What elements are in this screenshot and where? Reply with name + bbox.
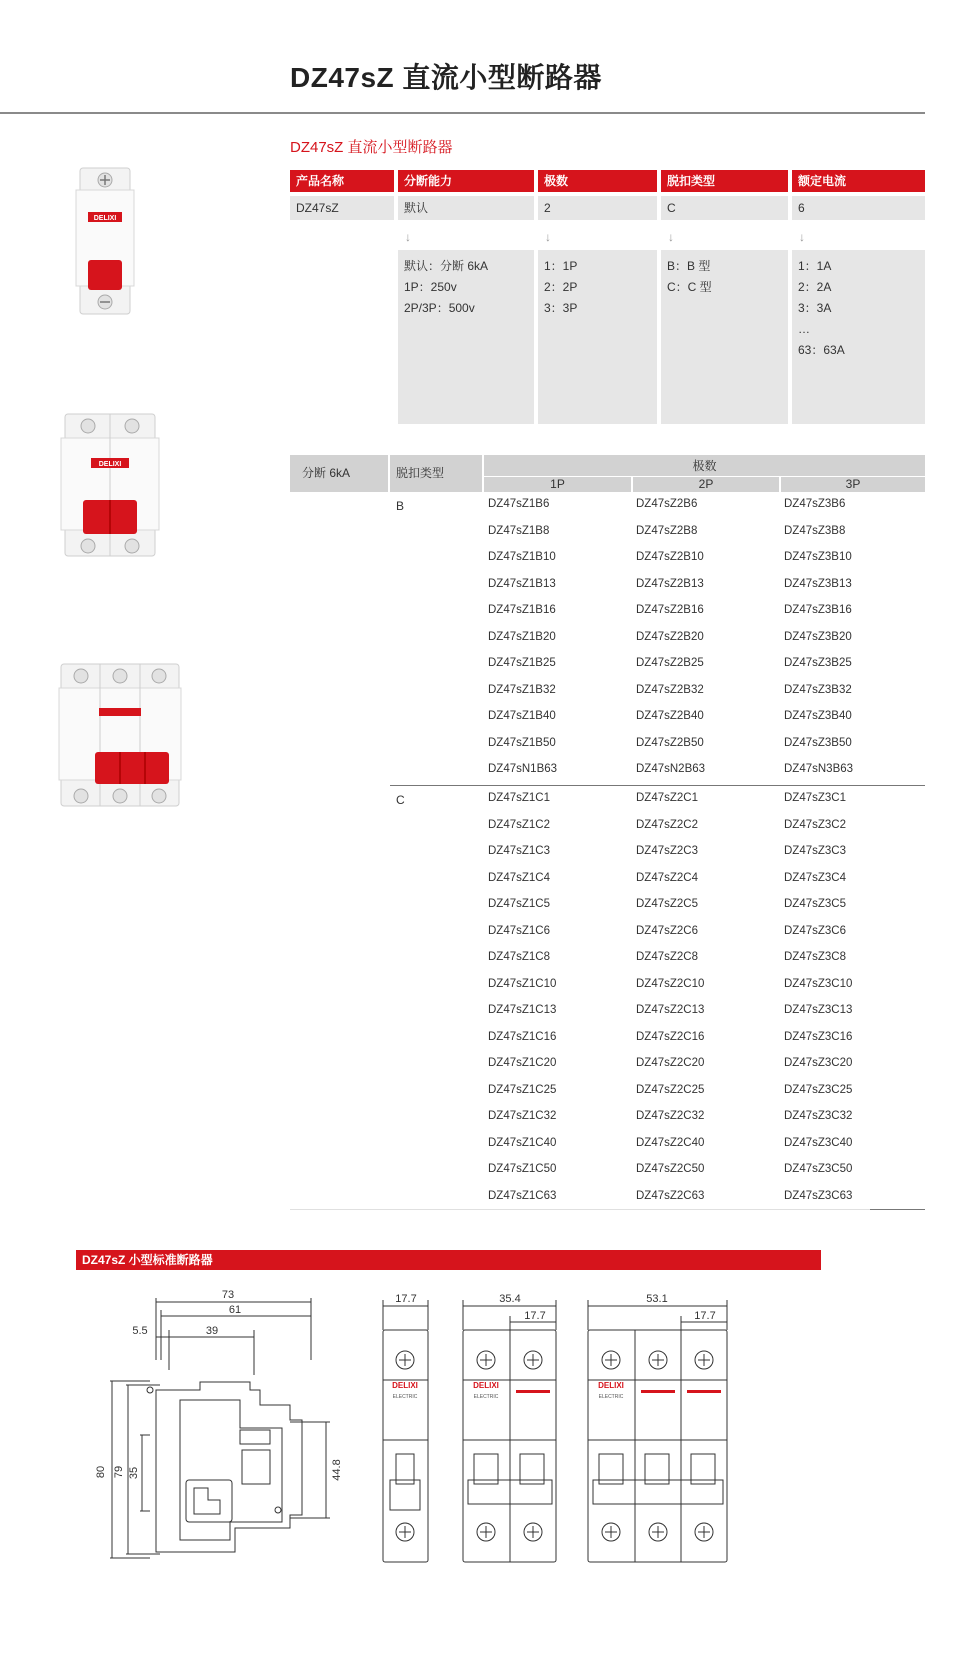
code-value-trip: C [661,196,788,220]
model-code-cell: DZ47sZ1C50 [488,1163,557,1175]
model-code-cell: DZ47sZ3C4 [784,871,846,884]
model-code-cell: DZ47sN3B63 [784,763,854,775]
code-header-poles: 极数 [538,170,657,192]
sel-header-breaking: 分断 6kA [290,455,388,492]
title-divider [0,112,925,114]
dim-height-44-8: 44.8 [331,1459,343,1481]
model-code-cell: DZ47sZ3B6 [784,498,846,510]
model-code-cell: DZ47sZ2B8 [636,524,698,537]
model-column-3p [784,785,852,1209]
dim-front-3p-pole: 17.7 [694,1310,716,1322]
product-image-3p [55,660,185,810]
model-code-cell: DZ47sZ1C3 [488,845,550,857]
sel-header-3p: 3P [780,477,925,492]
model-code-cell: DZ47sZ3C10 [784,977,853,990]
model-code-cell: DZ47sZ1C40 [488,1136,557,1149]
model-code-cell: DZ47sZ2C20 [636,1057,705,1069]
model-code-cell: DZ47sZ3C2 [784,818,846,831]
model-code-cell: DZ47sZ3C32 [784,1110,853,1122]
group-label-c: C [396,793,405,807]
code-desc-breaking: 默认：分断 6kA 1P：250v 2P/3P：500v [398,250,534,424]
model-column-1p [488,785,556,1209]
model-code-cell: DZ47sZ3B50 [784,736,852,749]
model-code-cell: DZ47sZ3B20 [784,630,852,643]
model-code-cell: DZ47sZ2B6 [636,498,698,510]
model-code-cell: DZ47sZ2C40 [636,1136,705,1149]
model-code-cell: DZ47sZ2B32 [636,683,704,696]
code-value-name: DZ47sZ [290,196,394,220]
brand-logo-1p: DELIXI [93,215,117,222]
model-code-cell: DZ47sZ3B16 [784,604,852,616]
model-code-cell: DZ47sZ2C63 [636,1189,705,1202]
code-header-name: 产品名称 [290,170,394,192]
model-code-cell: DZ47sZ3C1 [784,792,846,804]
model-code-cell: DZ47sZ2B10 [636,551,704,563]
model-code-cell: DZ47sZ3C5 [784,898,846,910]
model-code-cell: DZ47sZ1C20 [488,1057,557,1069]
model-code-cell: DZ47sZ2C13 [636,1004,705,1016]
model-code-cell: DZ47sZ1B6 [488,498,550,510]
model-code-cell: DZ47sZ3C8 [784,951,846,963]
model-code-cell: DZ47sZ1C8 [488,951,550,963]
model-code-cell: DZ47sN2B63 [636,763,706,775]
model-code-cell: DZ47sZ3C25 [784,1083,853,1096]
model-code-cell: DZ47sZ1B32 [488,683,556,696]
model-code-cell: DZ47sZ3C13 [784,1004,853,1016]
model-code-cell: DZ47sZ3C16 [784,1030,853,1043]
model-code-cell: DZ47sZ1B20 [488,630,556,643]
model-code-cell: DZ47sZ3B40 [784,710,852,722]
model-code-cell: DZ47sZ1B50 [488,736,556,749]
brand-logo-front-3p: DELIXI [598,1381,624,1390]
group-label-b: B [396,499,405,513]
model-code-cell: DZ47sZ2B40 [636,710,704,722]
model-code-cell: DZ47sZ2B16 [636,604,704,616]
table-bottom-line [290,1209,870,1210]
model-code-cell: DZ47sZ2C25 [636,1083,705,1096]
model-code-cell: DZ47sZ2B20 [636,630,704,643]
model-code-cell: DZ47sZ1C32 [488,1110,557,1122]
model-code-cell: DZ47sZ1B13 [488,577,556,590]
front-view-2p-drawing [460,1290,565,1580]
model-code-cell: DZ47sZ1C2 [488,818,550,831]
dim-front-2p-width: 35.4 [499,1293,521,1305]
dim-height-35: 35 [128,1466,140,1480]
section-subtitle: DZ47sZ 直流小型断路器 [290,139,453,156]
model-code-cell: DZ47sZ3C6 [784,924,846,937]
model-code-cell: DZ47sZ3C50 [784,1163,853,1175]
model-code-cell: DZ47sZ3C3 [784,845,846,857]
sel-header-trip: 脱扣类型 [390,455,482,492]
brand-sub-front-3p: ELECTRIC [598,1394,624,1400]
code-value-current: 6 [792,196,925,220]
sel-header-2p: 2P [632,477,779,492]
model-column-2p [636,785,704,1209]
model-code-cell: DZ47sZ3B25 [784,657,852,669]
code-desc-current: 1：1A 2：2A 3：3A … 63：63A [792,250,925,424]
model-code-cell: DZ47sZ2B13 [636,577,704,590]
arrow-down-icon: ↓ [405,230,411,244]
model-code-cell: DZ47sZ1C1 [488,792,550,804]
page-title: DZ47sZ 直流小型断路器 [290,62,602,93]
dim-offset-5-5: 5.5 [132,1325,148,1337]
model-code-cell: DZ47sZ3B13 [784,577,852,590]
arrow-down-icon: ↓ [668,230,674,244]
dim-height-79: 79 [113,1465,125,1479]
table-end-line [870,1209,925,1210]
model-code-cell: DZ47sZ1C10 [488,977,557,990]
code-header-current: 额定电流 [792,170,925,192]
dim-overall-width: 73 [221,1290,235,1301]
model-code-cell: DZ47sZ3B32 [784,683,852,696]
model-code-cell: DZ47sZ2C2 [636,818,698,831]
dim-height-80: 80 [95,1465,107,1479]
dim-width-39: 39 [205,1325,219,1337]
model-code-cell: DZ47sZ1B25 [488,657,556,669]
dim-front-3p-width: 53.1 [646,1293,668,1305]
model-code-cell: DZ47sZ1C4 [488,871,550,884]
brand-logo-front-1p: DELIXI [392,1381,418,1390]
model-code-cell: DZ47sZ3B10 [784,551,852,563]
arrow-down-icon: ↓ [545,230,551,244]
model-code-cell: DZ47sZ2C6 [636,924,698,937]
model-code-cell: DZ47sZ2C4 [636,871,698,884]
dim-width-61: 61 [228,1304,242,1316]
brand-sub-front-2p: ELECTRIC [473,1394,499,1400]
model-code-cell: DZ47sZ1C25 [488,1083,557,1096]
dimensions-title-bar: DZ47sZ 小型标准断路器 [76,1250,821,1270]
model-code-cell: DZ47sZ3C63 [784,1189,853,1202]
model-code-cell: DZ47sZ1C5 [488,898,550,910]
model-code-cell: DZ47sZ3C40 [784,1136,853,1149]
code-value-breaking: 默认 [398,196,534,220]
brand-sub-front-1p: ELECTRIC [392,1394,418,1400]
model-code-cell: DZ47sN1B63 [488,763,558,775]
model-code-cell: DZ47sZ1B16 [488,604,556,616]
model-code-cell: DZ47sZ2C32 [636,1110,705,1122]
code-desc-trip: B：B 型 C：C 型 [661,250,788,424]
code-value-poles: 2 [538,196,657,220]
model-code-cell: DZ47sZ1B40 [488,710,556,722]
model-code-cell: DZ47sZ1C6 [488,924,550,937]
model-code-cell: DZ47sZ2B50 [636,736,704,749]
arrow-down-icon: ↓ [799,230,805,244]
product-image-2p [55,410,165,560]
model-column-2p [636,491,705,783]
side-view-drawing [90,1290,350,1580]
model-code-cell: DZ47sZ2C1 [636,792,698,804]
sel-header-poles: 极数 [484,455,925,477]
brand-logo-front-2p: DELIXI [473,1381,499,1390]
dim-front-2p-pole: 17.7 [524,1310,546,1322]
model-code-cell: DZ47sZ1C16 [488,1030,557,1043]
front-view-3p-drawing [585,1290,735,1580]
model-code-cell: DZ47sZ2C16 [636,1030,705,1043]
front-view-1p-drawing [380,1290,440,1580]
model-code-cell: DZ47sZ2C50 [636,1163,705,1175]
model-column-3p [784,491,853,783]
model-code-cell: DZ47sZ1C63 [488,1189,557,1202]
sel-header-1p: 1P [484,477,631,492]
model-code-cell: DZ47sZ2C10 [636,977,705,990]
code-header-trip: 脱扣类型 [661,170,788,192]
product-image-1p [70,160,150,320]
code-desc-poles: 1：1P 2：2P 3：3P [538,250,657,424]
model-column-1p [488,491,557,783]
dim-front-1p-width: 17.7 [395,1293,417,1305]
model-code-cell: DZ47sZ2C3 [636,845,698,857]
model-code-cell: DZ47sZ3B8 [784,524,846,537]
model-code-cell: DZ47sZ1B8 [488,524,550,537]
model-code-cell: DZ47sZ2C8 [636,951,698,963]
model-code-cell: DZ47sZ2C5 [636,898,698,910]
brand-logo-2p: DELIXI [98,461,122,468]
model-code-cell: DZ47sZ1C13 [488,1004,557,1016]
model-code-cell: DZ47sZ1B10 [488,551,556,563]
model-code-cell: DZ47sZ2B25 [636,657,704,669]
model-code-cell: DZ47sZ3C20 [784,1057,853,1069]
code-header-breaking: 分断能力 [398,170,534,192]
